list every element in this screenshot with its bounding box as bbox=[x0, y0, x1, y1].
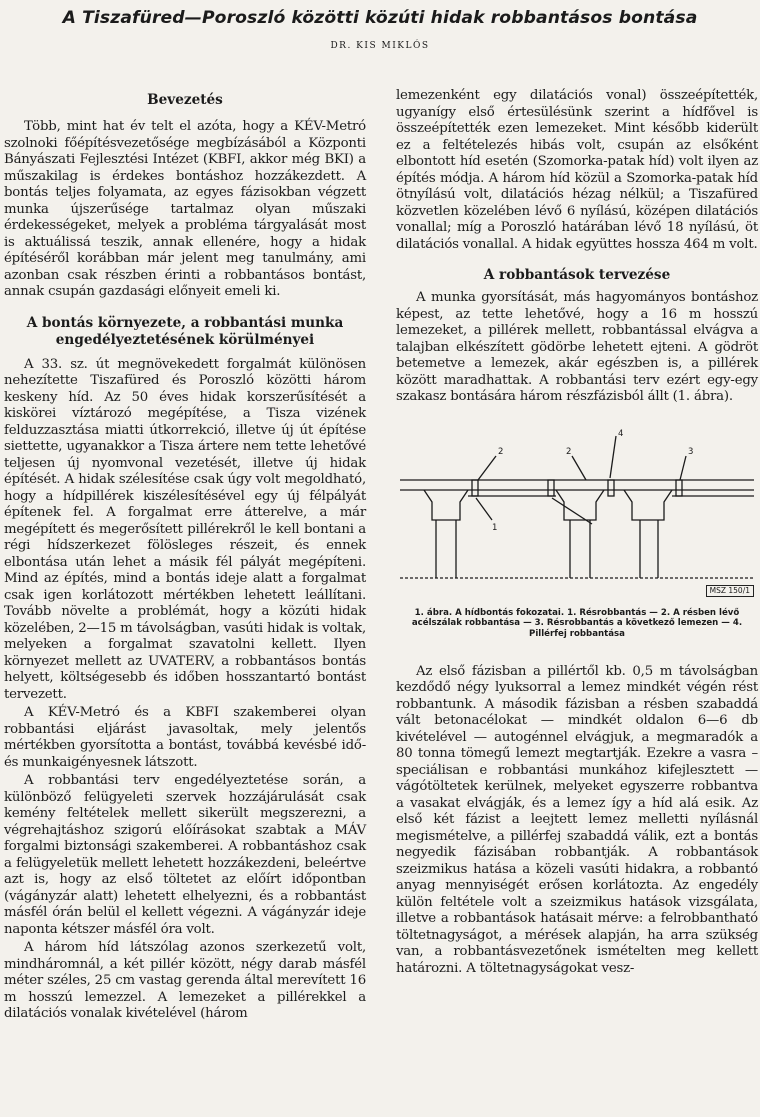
section-heading-tervezes: A robbantások tervezése bbox=[483, 267, 671, 283]
article-author: DR. KIS MIKLÓS bbox=[330, 41, 430, 51]
slot-3 bbox=[676, 480, 682, 496]
paragraph: A robbantási terv engedélyeztetése során, a különböző felügyeleti szervek hozzájárulását csak kemény feltételek mellett sikerült megszerezni, a végrehajtáshoz szigorú előírásokat szabtak a MÁV forgalmi biztonsági szakemberei. A robbantáshoz csak a felügyeletük mellett lehetett hozzákezdeni, beleértve azt is, hogy az első töltetet az előírt időpontban (vágányzár alatt) lehetett elhelyezni, és a robbantást másfél órán belül el kellett végezni. A vágányzár ideje naponta kétszer másfél óra volt. bbox=[4, 773, 366, 937]
figure-label-3: 3 bbox=[688, 446, 694, 457]
slot-1 bbox=[472, 480, 478, 496]
figure-bridge-demolition bbox=[396, 428, 758, 664]
paragraph: A KÉV-Metró és a KBFI szakemberei olyan robbantási eljárást javasoltak, mely jelentős mértékben gyorsította a bontást, továbbá kevésbé idő- és munkaigényesnek látszott. bbox=[4, 705, 366, 770]
figure-label-2: 2 bbox=[498, 446, 504, 457]
paragraph: A három híd látszólag azonos szerkezetű volt, mindháromnál, a két pillér között, négy darab másfél méter széles, 25 cm vastag gerenda által merevített 16 m hosszú lemezzel. A lemezeket a pillérekkel a dilatációs vonalak kivételével (három bbox=[4, 940, 366, 1021]
section-heading-bontas: A bontás környezete, a robbantási munka engedélyeztetésének körülményei bbox=[26, 314, 344, 348]
slot-2b bbox=[608, 480, 614, 496]
paragraph: A 33. sz. út megnövekedett forgalmát különösen nehezítette Tiszafüred és Poroszló közötti három keskeny híd. Az 50 éves hidak korszerűsítését a kiskörei víztározó megépítése, a Tisza vizének felduzzasztása miatti útkorrekció, illetve új út építése siettette, ugyanakkor a Tisza ártere nem tette lehetővé teljesen új nyomvonal vezetését, illetve új hidak építését. A hidak szélesítése csak úgy volt megoldható, hogy a hídpillérek kiszélesítésével egy új félpályát építenek fel. A forgalmat erre átterelve, a már megépített és megerősített pillérekről le kell bontani a régi hídszerkezet fölösleges részeit, és ennek elbontása után lehet a másik fél pályát megépíteni. Mind az építés, mind a bontás ideje alatt a forgalmat csak igen korlátozott mértékben lehetett leállítani. Tovább növelte a problémát, hogy a közúti hidak közelében, 2—15 m távolságban, vasúti hidak is voltak, melyeken a forgalmat szavatolni kellett. Ilyen környezet mellett az UVATERV, a robbantásos bontás helyett, költségesebb és időben hosszantartó bontást tervezett. bbox=[4, 356, 366, 702]
article-title: A Tiszafüred—Poroszló közötti közúti hidak robbantásos bontása bbox=[62, 8, 698, 28]
figure-caption-line: 1. ábra. A hídbontás fokozatai. 1. Résrobbantás — 2. A résben lévő bbox=[414, 607, 740, 618]
figure-label-1: 1 bbox=[492, 522, 498, 533]
left-pier-head bbox=[424, 490, 468, 520]
leader-1 bbox=[476, 498, 492, 520]
paragraph: lemezenként egy dilatációs vonal) összeépítették, ugyanígy első értesülésünk szerint a hídfővel is összeépítették ezen lemezeket. Mint később kiderült ez a feltételezés hibás volt, csupán az elsőként elbontott híd esetén (Szomorka-patak híd) volt ilyen az építés módja. A három híd közül a Szomorka-patak híd ötnyílású volt, dilatációs hézag nélkül; a Tiszafüred közvetlen közelében lévő 6 nyílású, középen dilatációs vonallal; míg a Poroszló határában lévő 18 nyílású, öt dilatációs vonallal. A hidak együttes hossza 464 m volt. bbox=[396, 88, 758, 252]
figure-caption-line: Pillérfej robbantása bbox=[529, 628, 625, 639]
leader-2b bbox=[572, 456, 586, 480]
paragraph: Az első fázisban a pillértől kb. 0,5 m távolságban kezdődő négy lyuksorral a lemez mindkét végén rést robbantunk. A második fázisban a résben szabaddá vált betonacélokat — mindkét oldalon 6—6 db kivételével — autogénnel elvágjuk, a megmaradók a 80 tonna tömegű lemezt megtartják. Ezekre a vasra – speciálisan e robbantási munkához kifejlesztett — vágótöltetek kerülnek, melyeket egyszerre robbantva a vasakat elvágják, és a lemez így a híd alá esik. Az első két fázist a leejtett lemez melletti nyílásnál megismételve, a pillérfej szabaddá válik, ezt a bontás negyedik fázisában robbantják. A robbantások szeizmikus hatása a közeli vasúti hidakra, a robbantó anyag mennyiségét erősen korlátozta. Az engedély külön feltétele volt a szeizmikus hatások vizsgálata, illetve a robbantások hatásait mérve: a felrobbantható töltetnagyságot, a mérések alapján, ha arra szükség van, a robbantásvezetőnek ismételten meg kellett határozni. A töltetnagyságokat vesz- bbox=[396, 663, 758, 976]
slot-2 bbox=[548, 480, 554, 496]
paragraph: Több, mint hat év telt el azóta, hogy a KÉV-Metró szolnoki főépítésvezetősége megbízásából a Központi Bányászati Fejlesztési Intézet (KBFI, akkor még BKI) a műszakilag is érdekes bontáshoz hozzákezdett. A bontás teljes folyamata, az egyes fázisokban végzett munka újszerűsége tartalmaz olyan műszaki érdekességeket, melyek a probléma tárgyalását most is aktuálissá teszik, annak ellenére, hogy a hidak építéséről korábban már jelent meg tanulmány, ami azonban csak részben érinti a robbantásos bontást, annak csupán gazdasági előnyeit emeli ki. bbox=[4, 119, 366, 299]
figure-caption bbox=[396, 608, 758, 640]
right-column bbox=[396, 88, 758, 977]
paragraph: A munka gyorsítását, más hagyományos bontáshoz képest, az tette lehetővé, hogy a 16 m hosszú lemezeket, a pillérek mellett, robbantással elvágva a talajban elkészített gödörbe lehetett ejteni. A gödröt betemetve a lemezek, akár egészben is, a pillérek között maradhattak. A robbantási terv ezért egy-egy szakasz bontására három részfázisból állt (1. ábra). bbox=[396, 290, 758, 404]
figure-caption-line: acélszálak robbantása — 3. Résrobbantás a következő lemezen — 4. bbox=[411, 618, 743, 629]
section-heading-bevezetes: Bevezetés bbox=[147, 92, 223, 108]
figure-stamp: MSZ 150/1 bbox=[706, 585, 754, 597]
right-pier-head bbox=[624, 490, 672, 520]
bridge-diagram bbox=[396, 428, 758, 604]
leader-4 bbox=[610, 436, 616, 478]
figure-label-2b: 2 bbox=[566, 446, 572, 457]
figure-label-4: 4 bbox=[618, 428, 624, 439]
leader-3 bbox=[680, 456, 686, 480]
leader-2 bbox=[478, 456, 496, 480]
left-column bbox=[4, 92, 366, 1023]
